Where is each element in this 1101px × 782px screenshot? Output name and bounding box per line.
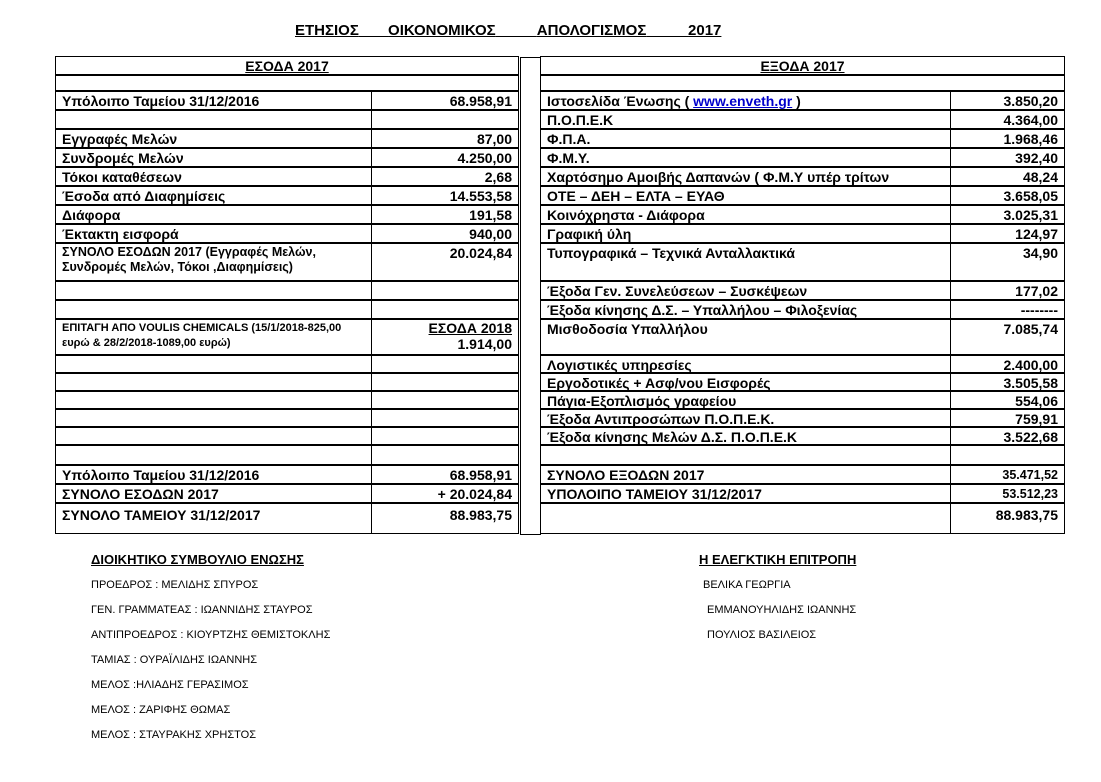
website-link[interactable]: www.enveth.gr bbox=[693, 93, 793, 109]
table-row: Έξοδα κίνησης Δ.Σ. – Υπαλλήλου – Φιλοξενίας -------- bbox=[541, 301, 1065, 319]
income-total-row: ΣΥΝΟΛΟ ΕΣΟΔΩΝ 2017 (Εγγραφές Μελών, Συνδρομές Μελών, Τόκοι ,Διαφημίσεις) 20.024,84 bbox=[56, 244, 519, 281]
table-row: Τυπογραφικά – Τεχνικά Ανταλλακτικά 34,90 bbox=[541, 244, 1065, 281]
column-gap bbox=[520, 57, 541, 535]
expense-table bbox=[541, 57, 1066, 535]
table-row: Εργοδοτικές + Ασφ/νου Εισφορές 3.505,58 bbox=[541, 374, 1065, 391]
list-item: ΜΕΛΟΣ : ΖΑΡΙΦΗΣ ΘΩΜΑΣ bbox=[91, 704, 231, 716]
cheque-row: ΕΠΙΤΑΓΗ ΑΠΟ VOULIS CHEMICALS (15/1/2018-825,00 ευρώ & 28/2/2018-1089,00 ευρώ) ΕΣΟΔΑ 2018 1.914,00 bbox=[56, 320, 519, 355]
table-row: Πάγια-Εξοπλισμός γραφείου 554,06 bbox=[541, 392, 1065, 409]
table-row: Έξοδα κίνησης Μελών Δ.Σ. Π.Ο.Π.Ε.Κ 3.522,68 bbox=[541, 428, 1065, 445]
blank-row bbox=[540, 75, 1065, 91]
board-block bbox=[91, 552, 330, 741]
table-row: Εγγραφές Μελών 87,00 bbox=[56, 130, 519, 148]
income-header: ΕΣΟΔΑ 2017 bbox=[55, 56, 519, 75]
table-row: Έξοδα Γεν. Συνελεύσεων – Συσκέψεων 177,02 bbox=[541, 282, 1065, 300]
table-row: Π.Ο.Π.Ε.Κ 4.364,00 bbox=[541, 111, 1065, 129]
table-row: Φ.Π.Α. 1.968,46 bbox=[541, 130, 1065, 148]
list-item: ΜΕΛΟΣ :ΗΛΙΑΔΗΣ ΓΕΡΑΣΙΜΟΣ bbox=[91, 679, 249, 691]
expense-header: ΕΞΟΔΑ 2017 bbox=[540, 56, 1065, 75]
audit-block bbox=[699, 552, 856, 641]
table-row: 88.983,75 bbox=[541, 504, 1065, 534]
table-row: ΥΠΟΛΟΙΠΟ ΤΑΜΕΙΟΥ 31/12/2017 53.512,23 bbox=[541, 485, 1065, 503]
list-item: ΠΟΥΛΙΟΣ ΒΑΣΙΛΕΙΟΣ bbox=[707, 629, 817, 641]
list-item: ΓΕΝ. ΓΡΑΜΜΑΤΕΑΣ : ΙΩΑΝΝΙΔΗΣ ΣΤΑΥΡΟΣ bbox=[91, 604, 313, 616]
table-row: Διάφορα 191,58 bbox=[56, 206, 519, 224]
table-row: ΣΥΝΟΛΟ ΕΞΟΔΩΝ 2017 35.471,52 bbox=[541, 466, 1065, 484]
table-row: ΣΥΝΟΛΟ ΤΑΜΕΙΟΥ 31/12/2017 88.983,75 bbox=[56, 504, 519, 534]
table-row: Έξοδα Αντιπροσώπων Π.Ο.Π.Ε.Κ. 759,91 bbox=[541, 410, 1065, 427]
table-row: Φ.Μ.Υ. 392,40 bbox=[541, 149, 1065, 167]
list-item: ΕΜΜΑΝΟΥΗΛΙΔΗΣ ΙΩΑΝΝΗΣ bbox=[707, 604, 857, 616]
audit-heading: Η ΕΛΕΓΚΤΙΚΗ ΕΠΙΤΡΟΠΗ bbox=[699, 552, 857, 567]
table-row: Έκτακτη εισφορά 940,00 bbox=[56, 225, 519, 243]
page-title: ΕΤΗΣΙΟΣ ΟΙΚΟΝΟΜΙΚΟΣ ΑΠΟΛΟΓΙΣΜΟΣ 2017 bbox=[295, 22, 722, 39]
list-item: ΑΝΤΙΠΡΟΕΔΡΟΣ : ΚΙΟΥΡΤΖΗΣ ΘΕΜΙΣΤΟΚΛΗΣ bbox=[91, 629, 331, 641]
list-item: ΤΑΜΙΑΣ : ΟΥΡΑΪΛΙΔΗΣ ΙΩΑΝΝΗΣ bbox=[91, 654, 258, 666]
blank-row bbox=[55, 75, 519, 91]
table-row: Χαρτόσημο Αμοιβής Δαπανών ( Φ.Μ.Υ υπέρ τρίτων 48,24 bbox=[541, 168, 1065, 186]
income-table bbox=[56, 57, 520, 535]
board-heading: ΔΙΟΙΚΗΤΙΚΟ ΣΥΜΒΟΥΛΙΟ ΕΝΩΣΗΣ bbox=[91, 552, 304, 567]
table-row: ΣΥΝΟΛΟ ΕΣΟΔΩΝ 2017 + 20.024,84 bbox=[56, 485, 519, 503]
table-row: Ιστοσελίδα Ένωσης ( www.enveth.gr ) 3.850,20 bbox=[541, 92, 1065, 110]
table-row: Συνδρομές Μελών 4.250,00 bbox=[56, 149, 519, 167]
cheque-heading: ΕΣΟΔΑ 2018 bbox=[428, 320, 512, 336]
table-row: Υπόλοιπο Ταμείου 31/12/2016 68.958,91 bbox=[56, 92, 519, 110]
table-row: ΟΤΕ – ΔΕΗ – ΕΛΤΑ – ΕΥΑΘ 3.658,05 bbox=[541, 187, 1065, 205]
table-row: Κοινόχρηστα - Διάφορα 3.025,31 bbox=[541, 206, 1065, 224]
list-item: ΠΡΟΕΔΡΟΣ : ΜΕΛΙΔΗΣ ΣΠΥΡΟΣ bbox=[91, 579, 259, 591]
cheque-value: 1.914,00 bbox=[457, 336, 512, 352]
table-row: Τόκοι καταθέσεων 2,68 bbox=[56, 168, 519, 186]
table-row: Υπόλοιπο Ταμείου 31/12/2016 68.958,91 bbox=[56, 466, 519, 484]
table-row: Γραφική ύλη 124,97 bbox=[541, 225, 1065, 243]
table-row: Λογιστικές υπηρεσίες 2.400,00 bbox=[541, 356, 1065, 373]
list-item: ΜΕΛΟΣ : ΣΤΑΥΡΑΚΗΣ ΧΡΗΣΤΟΣ bbox=[91, 729, 256, 741]
table-row: Μισθοδοσία Υπαλλήλου 7.085,74 bbox=[541, 320, 1065, 355]
table-row: Έσοδα από Διαφημίσεις 14.553,58 bbox=[56, 187, 519, 205]
list-item: ΒΕΛΙΚΑ ΓΕΩΡΓΙΑ bbox=[703, 579, 791, 591]
